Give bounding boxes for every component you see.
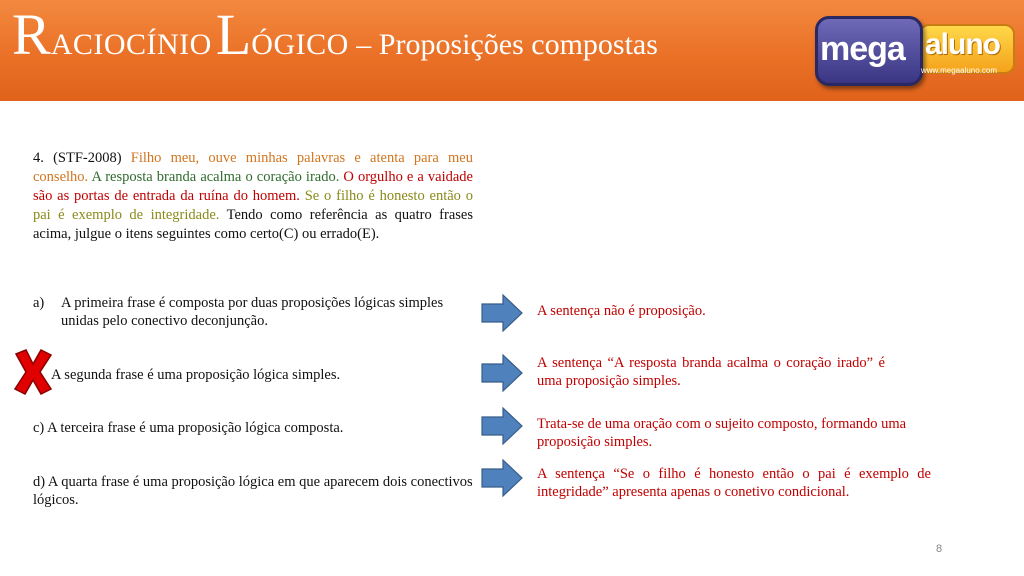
sentence-1-dot: .	[84, 169, 92, 185]
slide-header	[0, 0, 1024, 101]
item-a-marker: a)	[33, 295, 45, 311]
logo-mega-text: mega	[820, 30, 905, 68]
answer-b: A sentença “A resposta branda acalma o coração irado” é uma proposição simples.	[537, 355, 885, 389]
sentence-2-dot: .	[335, 169, 344, 185]
answer-d: A sentença “Se o filho é honesto então o pai é exemplo de integridade” apresenta apenas o conetivo condicional.	[537, 466, 931, 500]
question-text	[33, 149, 473, 244]
arrow-right-icon	[481, 354, 523, 392]
sentence-2: A resposta branda acalma o coração irado	[91, 169, 336, 185]
sentence-4: Se o filho é honesto então o pai é exemplo de integridade.	[33, 188, 473, 223]
item-a-text: A primeira frase é composta por duas proposições lógicas simples unidas pelo conectivo deconjunção.	[61, 295, 444, 329]
arrow-right-icon	[481, 407, 523, 445]
arrow-right-icon	[481, 294, 523, 332]
answer-c: Trata-se de uma oração com o sujeito composto, formando uma proposição simples.	[537, 416, 907, 450]
title-dash: –	[348, 28, 379, 61]
question-prefix: 4. (STF-2008)	[33, 150, 131, 166]
sentence-3: O orgulho e a vaidade são as portas de entrada da ruína do homem.	[33, 169, 473, 204]
wrong-x-icon	[12, 348, 54, 396]
logo-aluno-text: aluno	[925, 28, 1000, 61]
title-word-2: ÓGICO	[251, 28, 349, 61]
question-instruction: Tendo como referência as quatro frases acima, julgue o itens seguintes como certo(C) ou errado(E).	[33, 207, 473, 242]
item-d-text: d) A quarta frase é uma proposição lógica em que aparecem dois conectivos lógicos.	[33, 474, 473, 508]
answer-a: A sentença não é proposição.	[537, 303, 706, 319]
item-b-text: A segunda frase é uma proposição lógica simples.	[51, 367, 341, 383]
title-subtitle: Proposições compostas	[378, 28, 658, 61]
slide-title	[12, 2, 658, 67]
item-c-text: c) A terceira frase é uma proposição lógica composta.	[33, 420, 344, 436]
sentence-1: Filho meu, ouve minhas palavras e atenta para meu conselho	[33, 150, 473, 185]
title-word-1: ACIOCÍNIO	[50, 28, 212, 61]
page-number: 8	[936, 543, 943, 555]
arrow-right-icon	[481, 459, 523, 497]
megaaluno-logo	[815, 14, 1015, 88]
title-initial-r: R	[12, 2, 51, 67]
title-initial-l: L	[215, 2, 252, 67]
logo-url: www.megaaluno.com	[921, 66, 998, 75]
